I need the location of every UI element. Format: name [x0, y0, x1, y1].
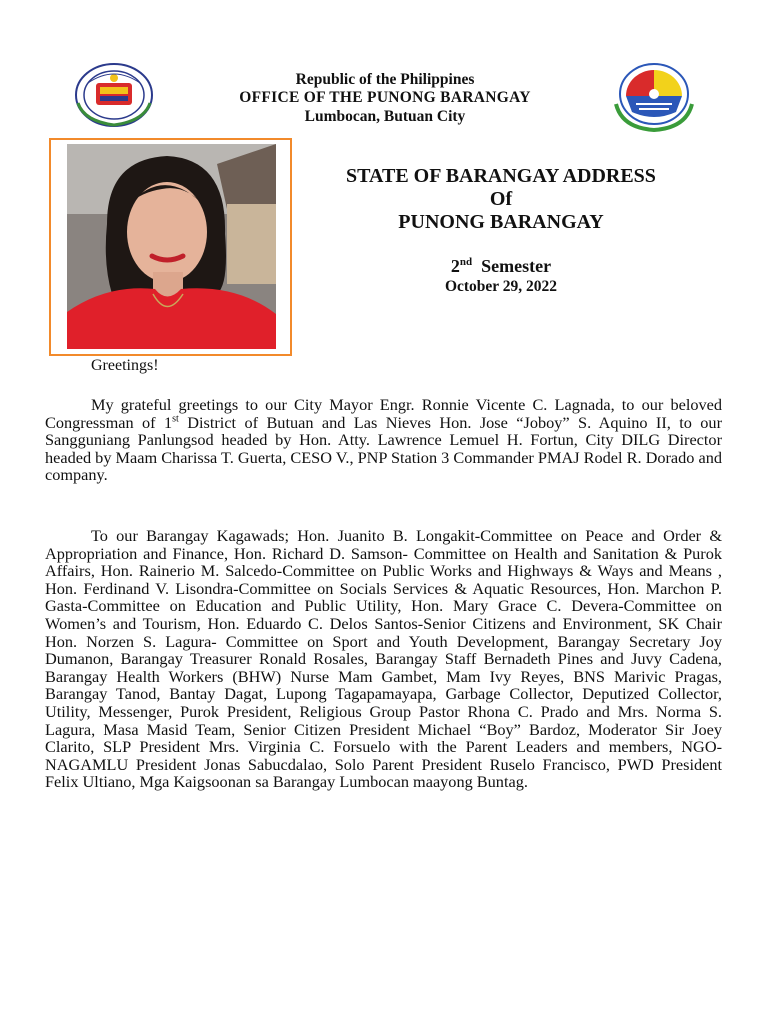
address-date: October 29, 2022	[444, 278, 558, 295]
address-title-line3: PUNONG BARANGAY	[398, 211, 604, 233]
letterhead-office: OFFICE OF THE PUNONG BARANGAY	[239, 89, 531, 106]
address-title-block	[296, 165, 706, 296]
paragraph-greetings-officials	[45, 396, 722, 484]
portrait-photo	[67, 144, 276, 349]
letterhead-country: Republic of the Philippines	[295, 71, 475, 88]
letterhead	[190, 71, 580, 126]
semester-word: Semester	[481, 256, 552, 276]
letterhead-location: Lumbocan, Butuan City	[304, 108, 466, 125]
paragraph-barangay-officials: To our Barangay Kagawads; Hon. Juanito B. Longakit-Committee on Peace and Order & Appropriation and Finance, Hon. Richard D. Samson- Committee on Health and Sanitation & Purok Affairs, Hon. Rainerio M. Salcedo-Committee on Public Works and Highways & Ways and Means , Hon. Ferdinand V. Lisondra-Committee on Socials Services & Aquatic Resources, Hon. Marchon P. Gasta-Committee on Education and Public Utility, Hon. Mary Grace C. Devera-Committee on Women’s and Tourism, Hon. Eduardo C. Delos Santos-Senior Citizens and Environment, SK Chair Hon. Norzen S. Lagura- Committee on Sport and Youth Development, Barangay Secretary Joy Dumanon, Barangay Treasurer Ronald Rosales, Barangay Staff Bernadeth Pines and Juvy Cadena, Barangay Health Workers (BHW) Nurse Mam Gambet, Mam Ivy Reyes, BNS Marivic Pragas, Barangay Tanod, Bantay Dagat, Lupong Tagapamayapa, Garbage Collector, Deputized Collector, Utility, Messenger, Purok President, Religious Group Pastor Rhona C. Prado and Mrs. Norma S. Lagura, Masa Masid Team, Senior Citizen President Michael “Boy” Bardoz, Moderator Sir Joey Clarito, SLP President Mrs. Virginia C. Forsuelo with the Parent Leaders and members, NGO-NAGAMLU President Jonas Sabucdalao, Solo Parent President Ruselo Francisco, PWD President Felix Ultiano, Mga Kaigsoonan sa Barangay Lumbocan maayong Buntag.	[45, 526, 722, 792]
address-title-line2: Of	[489, 188, 513, 210]
portrait-photo-frame	[49, 138, 292, 356]
address-title-line1: STATE OF BARANGAY ADDRESS	[346, 165, 656, 187]
semester-ordinal: nd	[459, 256, 473, 268]
city-of-butuan-seal-icon	[74, 63, 154, 127]
semester-label	[296, 256, 706, 276]
paragraph-1-ordinal: st	[172, 413, 179, 425]
semester-number: 2	[450, 256, 460, 276]
barangay-lumbocan-seal-icon	[606, 60, 702, 132]
paragraph-1-text-a: My grateful greetings to our City Mayor Engr. Ronnie Vicente C. Lagnada, to our beloved Congressman of 1	[45, 395, 722, 432]
greeting: Greetings!	[91, 357, 159, 374]
paragraph-1-text-b: District of Butuan and Las Nieves Hon. Jose “Joboy” S. Aquino II, to our Sangguniang Panlungsod headed by Hon. Atty. Lawrence Lemuel H. Fortun, City DILG Director headed by Maam Charissa T. Guerta, CESO V., PNP Station 3 Commander PMAJ Rodel R. Dorado and company.	[45, 412, 722, 485]
